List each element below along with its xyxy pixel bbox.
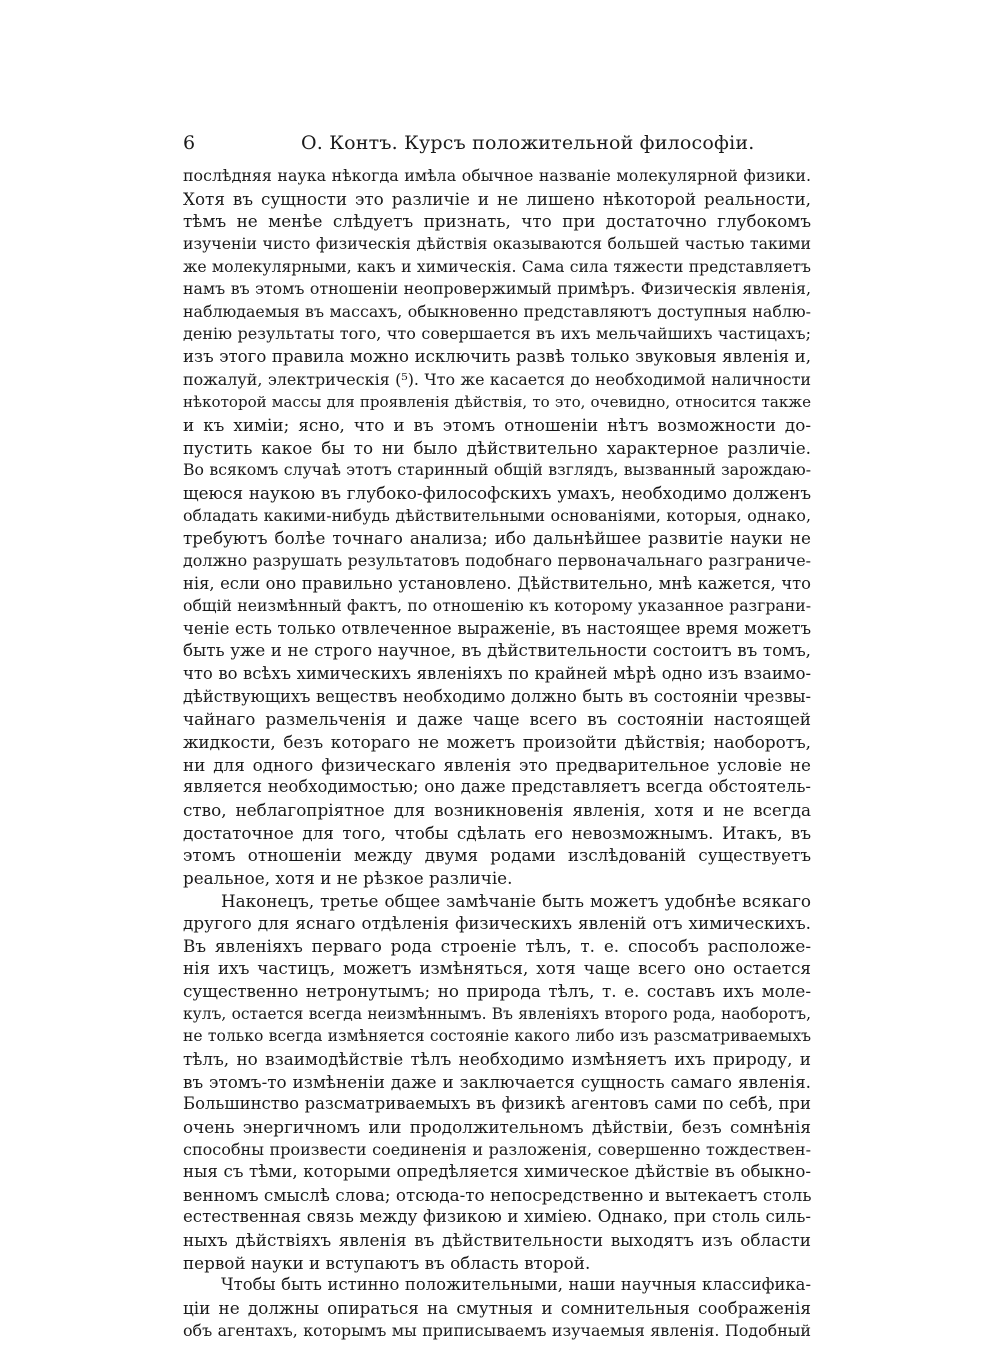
- text-line: венномъ смыслѣ слова; отсюда-то непосредственно и вытекаетъ столь: [183, 1184, 812, 1205]
- paragraph-end-line: реальное, хотя и не рѣзкое различіе.: [183, 867, 513, 888]
- text-line: намъ въ этомъ отношеніи неопровержимый примѣръ. Физическія явленія,: [183, 279, 811, 299]
- text-line: не только всегда измѣняется состояніе какого либо изъ разсматриваемыхъ: [183, 1027, 811, 1046]
- text-line: ченіе есть только отвлеченное выраженіе, въ настоящее время можетъ: [183, 618, 811, 638]
- text-line: ство, неблагопріятное для возникновенія явленія, хотя и не всегда: [183, 799, 811, 820]
- text-line: нѣкоторой массы для проявленія дѣйствія, то это, очевидно, относится также: [183, 393, 811, 412]
- text-line: что во всѣхъ химическихъ явленіяхъ по крайней мѣрѣ одно изъ взаимо-: [183, 664, 811, 684]
- running-title: О. Контъ. Курсъ положительной философіи.: [301, 132, 755, 154]
- text-line: достаточное для того, чтобы сдѣлать его невозможнымъ. Итакъ, въ: [183, 822, 811, 843]
- text-line: въ этомъ-то измѣненіи даже и заключается сущность самаго явленія.: [183, 1071, 811, 1092]
- text-line: нія, если оно правильно установлено. Дѣйствительно, мнѣ кажется, что: [183, 573, 811, 593]
- text-line: пожалуй, электрическія (⁵). Что же касается до необходимой наличности: [183, 369, 811, 389]
- text-line: обладать какими-нибудь дѣйствительными основаніями, которыя, однако,: [183, 505, 811, 525]
- text-line: Во всякомъ случаѣ этотъ старинный общій взглядъ, вызванный зарождаю-: [183, 460, 811, 480]
- text-line: тѣлъ, но взаимодѣйствіе тѣлъ необходимо измѣняетъ ихъ природу, и: [183, 1048, 811, 1069]
- text-line: естественная связь между физикою и химіею. Однако, при столь силь-: [183, 1207, 811, 1227]
- paragraph-start-line: Чтобы быть истинно положительными, наши научныя классифика-: [221, 1275, 811, 1295]
- body-text: [183, 165, 811, 1342]
- text-line: чайнаго размельченія и даже чаще всего въ состояніи настоящей: [183, 709, 811, 730]
- text-line: требуютъ болѣе точнаго анализа; ибо дальнѣйшее развитіе науки не: [183, 528, 811, 549]
- text-line: быть уже и не строго научное, въ дѣйствительности состоитъ въ томъ,: [183, 641, 811, 661]
- text-line: изученіи чисто физическія дѣйствія оказываются большей частью такими: [183, 233, 811, 253]
- text-line: ныя съ тѣми, которыми опредѣляется химическое дѣйствіе въ обыкно-: [183, 1162, 811, 1182]
- text-line: наблюдаемыя въ массахъ, обыкновенно представляютъ доступныя наблю-: [183, 301, 811, 321]
- text-line: объ агентахъ, которымъ мы приписываемъ изучаемыя явленія. Подобный: [183, 1320, 811, 1340]
- paragraph-end-line: первой науки и вступаютъ въ область второй.: [183, 1252, 591, 1273]
- text-line: же молекулярными, какъ и химическія. Сама сила тяжести представляетъ: [183, 257, 811, 276]
- text-line: Въ явленіяхъ перваго рода строеніе тѣлъ, т. е. способъ расположе-: [183, 935, 811, 956]
- text-line: пустить какое бы то ни было дѣйствительно характерное различіе.: [183, 437, 811, 458]
- text-line: ни для одного физическаго явленія это предварительное условіе не: [183, 754, 811, 775]
- text-line: щеюся наукою въ глубоко-философскихъ умахъ, необходимо долженъ: [183, 482, 811, 503]
- text-line: ціи не должны опираться на смутныя и сомнительныя соображенія: [183, 1298, 811, 1319]
- text-line: Хотя въ сущности это различіе и не лишено нѣкоторой реальности,: [183, 188, 811, 209]
- paragraph-start-line: Наконецъ, третье общее замѣчаніе быть можетъ удобнѣе всякаго: [221, 890, 811, 911]
- text-line: послѣдняя наука нѣкогда имѣла обычное названіе молекулярной физики.: [183, 166, 811, 185]
- page-header: [183, 128, 811, 158]
- text-line: жидкости, безъ котораго не можетъ произойти дѣйствія; наоборотъ,: [183, 732, 811, 753]
- text-line: этомъ отношеніи между двумя родами изслѣдованій существуетъ: [183, 845, 811, 866]
- text-line: денію результаты того, что совершается въ ихъ мельчайшихъ частицахъ;: [183, 324, 811, 344]
- text-line: другого для яснаго отдѣленія физическихъ явленій отъ химическихъ.: [183, 913, 811, 934]
- text-line: очень энергичномъ или продолжительномъ дѣйствіи, безъ сомнѣнія: [183, 1116, 811, 1137]
- text-line: изъ этого правила можно исключить развѣ только звуковыя явленія и,: [183, 347, 811, 367]
- text-line: должно разрушать результатовъ подобнаго первоначальнаго разграниче-: [183, 550, 811, 570]
- text-line: Большинство разсматриваемыхъ въ физикѣ агентовъ сами по себѣ, при: [183, 1094, 811, 1114]
- text-line: кулъ, остается всегда неизмѣннымъ. Въ явленіяхъ второго рода, наоборотъ,: [183, 1004, 811, 1023]
- text-line: тѣмъ не менѣе слѣдуетъ признать, что при достаточно глубокомъ: [183, 211, 811, 232]
- text-line: нія ихъ частицъ, можетъ измѣняться, хотя чаще всего оно остается: [183, 958, 811, 979]
- text-line: и къ химіи; ясно, что и въ этомъ отношеніи нѣтъ возможности до-: [183, 415, 811, 436]
- text-line: дѣйствующихъ веществъ необходимо должно быть въ состояніи чрезвы-: [183, 686, 811, 706]
- text-line: способны произвести соединенія и разложенія, совершенно тождествен-: [183, 1139, 811, 1159]
- text-line: общій неизмѣнный фактъ, по отношенію къ которому указанное разграни-: [183, 596, 811, 616]
- page-number: 6: [183, 132, 196, 154]
- text-line: существенно нетронутымъ; но природа тѣлъ, т. е. составъ ихъ моле-: [183, 981, 811, 1002]
- text-line: ныхъ дѣйствіяхъ явленія въ дѣйствительности выходятъ изъ области: [183, 1230, 811, 1251]
- text-line: является необходимостью; оно даже представляетъ всегда обстоятель-: [183, 777, 811, 797]
